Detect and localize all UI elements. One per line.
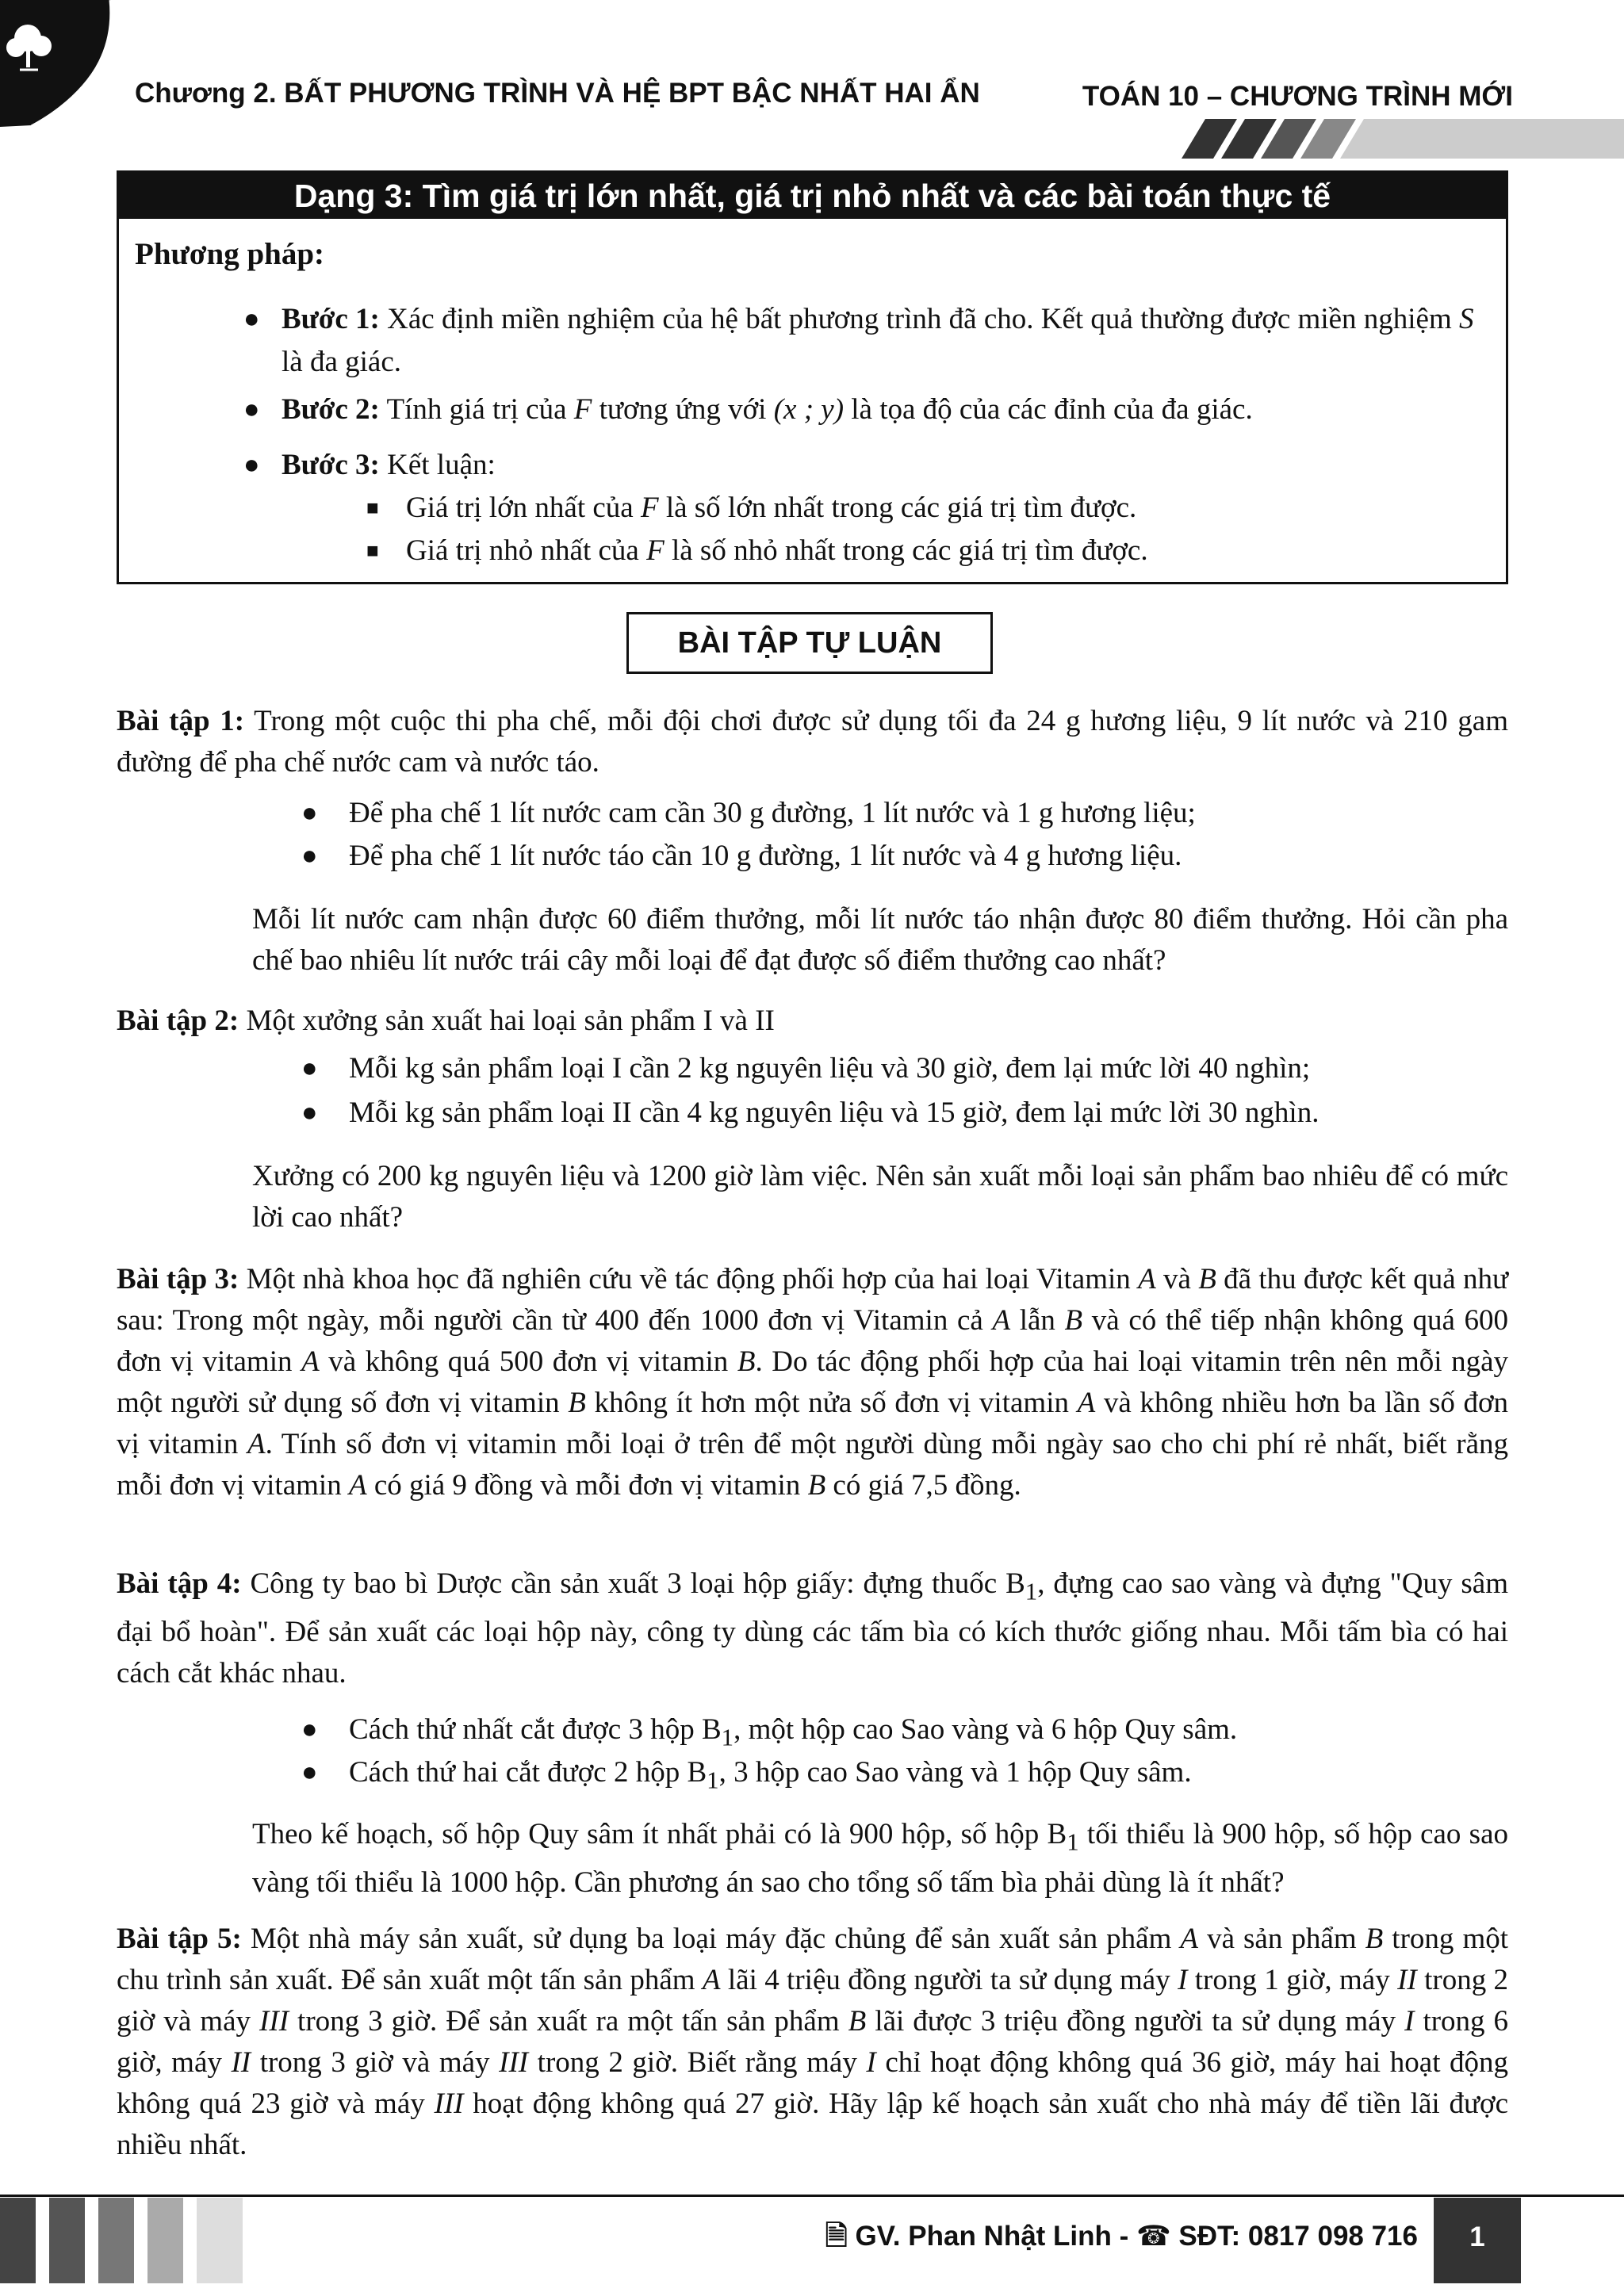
- square-bullet-icon: ■: [366, 496, 379, 519]
- bullet-icon: ●: [243, 395, 260, 424]
- exercise-4: Bài tập 4: Công ty bao bì Dược cần sản xuất 3 loại hộp giấy: đựng thuốc $B_1$, đựng cao sao vàng và đựng "Quy sâm đại bổ hoàn". Để sản xuất các loại hộp này, công ty dùng các tấm bìa có kích thước giống nhau. Mỗi tấm bìa có hai cách cắt khác nhau.: [117, 1567, 1508, 1690]
- exercise-4-bullet-2: ● Cách thứ hai cắt được 2 hộp $B_1$, 3 hộp cao Sao vàng và 1 hộp Quy sâm.: [349, 1752, 1507, 1800]
- footer-stripe: [197, 2198, 243, 2283]
- section-title: BÀI TẬP TỰ LUẬN: [626, 612, 993, 674]
- footer-stripe: [0, 2198, 36, 2283]
- exercise-1-question: Mỗi lít nước cam nhận được 60 điểm thưởng, mỗi lít nước táo nhận được 80 điểm thưởng. Hỏi cần pha chế bao nhiêu lít nước trái cây mỗi loại để đạt được số điểm thưởng cao nhất?: [252, 903, 1508, 977]
- tree-logo-icon: [0, 0, 123, 127]
- bullet-icon: ●: [301, 1715, 318, 1744]
- conclusion-max: ■ Giá trị lớn nhất của F là số lớn nhất trong các giá trị tìm được.: [406, 487, 1136, 530]
- bullet-icon: ●: [243, 304, 260, 334]
- step-3: ● Bước 3: Kết luận:: [282, 444, 1495, 487]
- square-bullet-icon: ■: [366, 539, 379, 562]
- header-stripes: [1166, 119, 1624, 159]
- method-title: Dạng 3: Tìm giá trị lớn nhất, giá trị nhỏ nhất và các bài toán thực tế: [119, 173, 1506, 219]
- bullet-icon: ●: [301, 1054, 318, 1083]
- bullet-icon: ●: [243, 450, 260, 480]
- method-box: [117, 170, 1508, 584]
- exercise-2-question: Xưởng có 200 kg nguyên liệu và 1200 giờ làm việc. Nên sản xuất mỗi loại sản phẩm bao nhiêu để có mức lời cao nhất?: [252, 1160, 1508, 1234]
- bullet-icon: ●: [301, 1758, 318, 1787]
- chapter-title: Chương 2. BẤT PHƯƠNG TRÌNH VÀ HỆ BPT BẬC NHẤT HAI ẨN: [135, 78, 980, 109]
- exercise-4-bullet-1: ● Cách thứ nhất cắt được 3 hộp $B_1$, một hộp cao Sao vàng và 6 hộp Quy sâm.: [349, 1709, 1507, 1758]
- footer-stripe: [49, 2198, 85, 2283]
- footer-divider: [0, 2195, 1624, 2197]
- footer-stripe: [98, 2198, 134, 2283]
- footer-stripe: [147, 2198, 183, 2283]
- exercise-3: Bài tập 3: Một nhà khoa học đã nghiên cứu về tác động phối hợp của hai loại Vitamin A và B đã thu được kết quả như sau: Trong một ngày, mỗi người cần từ 400 đến 1000 đơn vị Vitamin cả A lẫn B và có thể tiếp nhận không quá 600 đơn vị vitamin A và không quá 500 đơn vị vitamin B. Do tác động phối hợp của hai loại vitamin trên nên mỗi ngày một người sử dụng số đơn vị vitamin B không ít hơn một nửa số đơn vị vitamin A và không nhiều hơn ba lần số đơn vị vitamin A. Tính số đơn vị vitamin mỗi loại ở trên để một người dùng mỗi ngày sao cho chi phí rẻ nhất, biết rằng mỗi đơn vị vitamin A có giá 9 đồng và mỗi đơn vị vitamin B có giá 7,5 đồng.: [117, 1263, 1509, 1502]
- bullet-icon: ●: [301, 1098, 318, 1127]
- subject-title: TOÁN 10 – CHƯƠNG TRÌNH MỚI: [1082, 81, 1513, 112]
- exercise-1: Bài tập 1: Trong một cuộc thi pha chế, mỗi đội chơi được sử dụng tối đa 24 g hương liệu, 9 lít nước và 210 gam đường để pha chế nước cam và nước táo.: [117, 705, 1508, 779]
- step-1: ● Bước 1: Xác định miền nghiệm của hệ bất phương trình đã cho. Kết quả thường được miền nghiệm S là đa giác.: [282, 298, 1495, 384]
- exercise-2: Bài tập 2: Một xưởng sản xuất hai loại sản phẩm I và II: [117, 1004, 775, 1037]
- footer-author: 🗎 GV. Phan Nhật Linh - ☎ SĐT: 0817 098 716: [825, 2221, 1418, 2252]
- exercise-4-question: Theo kế hoạch, số hộp Quy sâm ít nhất phải có là 900 hộp, số hộp $B_1$ tối thiểu là 900 hộp, số hộp cao sao vàng tối thiểu là 1000 hộp. Cần phương án sao cho tổng số tấm bìa phải dùng là ít nhất?: [252, 1818, 1509, 1900]
- exercise-2-bullet-1: ● Mỗi kg sản phẩm loại I cần 2 kg nguyên liệu và 30 giờ, đem lại mức lời 40 nghìn;: [349, 1048, 1507, 1089]
- exercise-1-bullet-2: ● Để pha chế 1 lít nước táo cần 10 g đường, 1 lít nước và 4 g hương liệu.: [349, 836, 1507, 877]
- phone-icon: ☎: [1136, 2221, 1171, 2252]
- step-2: ● Bước 2: Tính giá trị của F tương ứng với (x ; y) là tọa độ của các đỉnh của đa giác.: [282, 388, 1495, 431]
- page-number: 1: [1434, 2198, 1521, 2283]
- exercise-1-bullet-1: ● Để pha chế 1 lít nước cam cần 30 g đường, 1 lít nước và 1 g hương liệu;: [349, 793, 1507, 834]
- bullet-icon: ●: [301, 841, 318, 871]
- method-label: Phương pháp:: [135, 237, 325, 271]
- bullet-icon: ●: [301, 798, 318, 828]
- exercise-5: Bài tập 5: Một nhà máy sản xuất, sử dụng ba loại máy đặc chủng để sản xuất sản phẩm A và sản phẩm B trong một chu trình sản xuất. Để sản xuất một tấn sản phẩm A lãi 4 triệu đồng người ta sử dụng máy I trong 1 giờ, máy II trong 2 giờ và máy III trong 3 giờ. Để sản xuất ra một tấn sản phẩm B lãi được 3 triệu đồng người ta sử dụng máy I trong 6 giờ, máy II trong 3 giờ và máy III trong 2 giờ. Biết rằng máy I chỉ hoạt động không quá 36 giờ, máy hai hoạt động không quá 23 giờ và máy III hoạt động không quá 27 giờ. Hãy lập kế hoạch sản xuất cho nhà máy để tiền lãi được nhiều nhất.: [117, 1923, 1509, 2161]
- conclusion-min: ■ Giá trị nhỏ nhất của F là số nhỏ nhất trong các giá trị tìm được.: [406, 530, 1148, 572]
- document-icon: 🗎: [825, 2221, 848, 2252]
- exercise-2-bullet-2: ● Mỗi kg sản phẩm loại II cần 4 kg nguyên liệu và 15 giờ, đem lại mức lời 30 nghìn.: [349, 1093, 1507, 1134]
